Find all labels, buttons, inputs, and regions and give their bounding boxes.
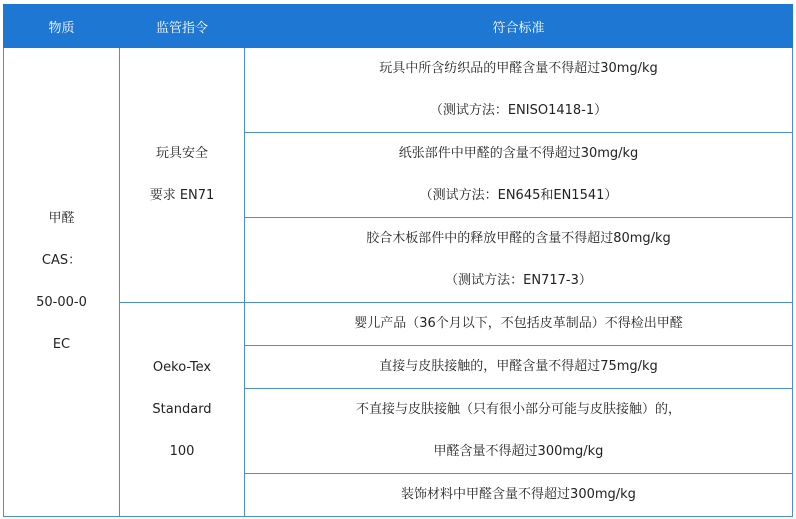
standard-text: 胶合木板部件中的释放甲醛的含量不得超过80mg/kg bbox=[366, 231, 671, 246]
test-method-text: （测试方法：ENISO1418-1） bbox=[429, 103, 608, 118]
regulation-table bbox=[3, 4, 793, 517]
directive-line: 玩具安全 bbox=[155, 146, 208, 161]
standard-text: 甲醛含量不得超过300mg/kg bbox=[433, 444, 604, 459]
standard-cell bbox=[245, 303, 793, 346]
standard-cell bbox=[245, 346, 793, 389]
directive-line: Standard bbox=[152, 401, 212, 417]
standard-text: 玩具中所含纺织品的甲醛含量不得超过30mg/kg bbox=[379, 61, 658, 76]
standard-text: 纸张部件中甲醛的含量不得超过30mg/kg bbox=[398, 146, 639, 161]
substance-cas-label: CAS： bbox=[41, 253, 82, 268]
standard-text: 不直接与皮肤接触（只有很小部分可能与皮肤接触）的， bbox=[355, 402, 681, 417]
standard-text: 装饰材料中甲醛含量不得超过300mg/kg bbox=[401, 487, 636, 502]
standard-cell bbox=[245, 474, 793, 517]
standard-cell bbox=[245, 133, 793, 218]
standard-cell bbox=[245, 218, 793, 303]
directive-line: 要求 EN71 bbox=[149, 188, 215, 203]
standard-cell bbox=[245, 48, 793, 133]
directive-cell-oeko-tex bbox=[120, 303, 245, 517]
test-method-text: （测试方法：EN717-3） bbox=[445, 273, 592, 288]
header-row bbox=[4, 5, 793, 48]
header-substance: 物质 bbox=[4, 5, 120, 48]
standard-cell bbox=[245, 389, 793, 474]
substance-cell bbox=[4, 48, 120, 517]
directive-line: Oeko-Tex bbox=[152, 359, 212, 375]
directive-cell-en71 bbox=[120, 48, 245, 303]
standard-text: 婴儿产品（36个月以下，不包括皮革制品）不得检出甲醛 bbox=[354, 316, 683, 331]
test-method-text: （测试方法：EN645和EN1541） bbox=[419, 188, 618, 203]
table-row bbox=[4, 303, 793, 346]
header-standard: 符合标准 bbox=[245, 5, 793, 48]
table-row bbox=[4, 48, 793, 133]
substance-cas-number: 50-00-0 bbox=[36, 295, 87, 310]
directive-line: 100 bbox=[169, 443, 195, 459]
substance-name: 甲醛 bbox=[48, 211, 75, 226]
standard-text: 直接与皮肤接触的，甲醛含量不得超过75mg/kg bbox=[379, 359, 658, 374]
substance-ec-label: EC bbox=[52, 337, 71, 352]
header-directive: 监管指令 bbox=[120, 5, 245, 48]
